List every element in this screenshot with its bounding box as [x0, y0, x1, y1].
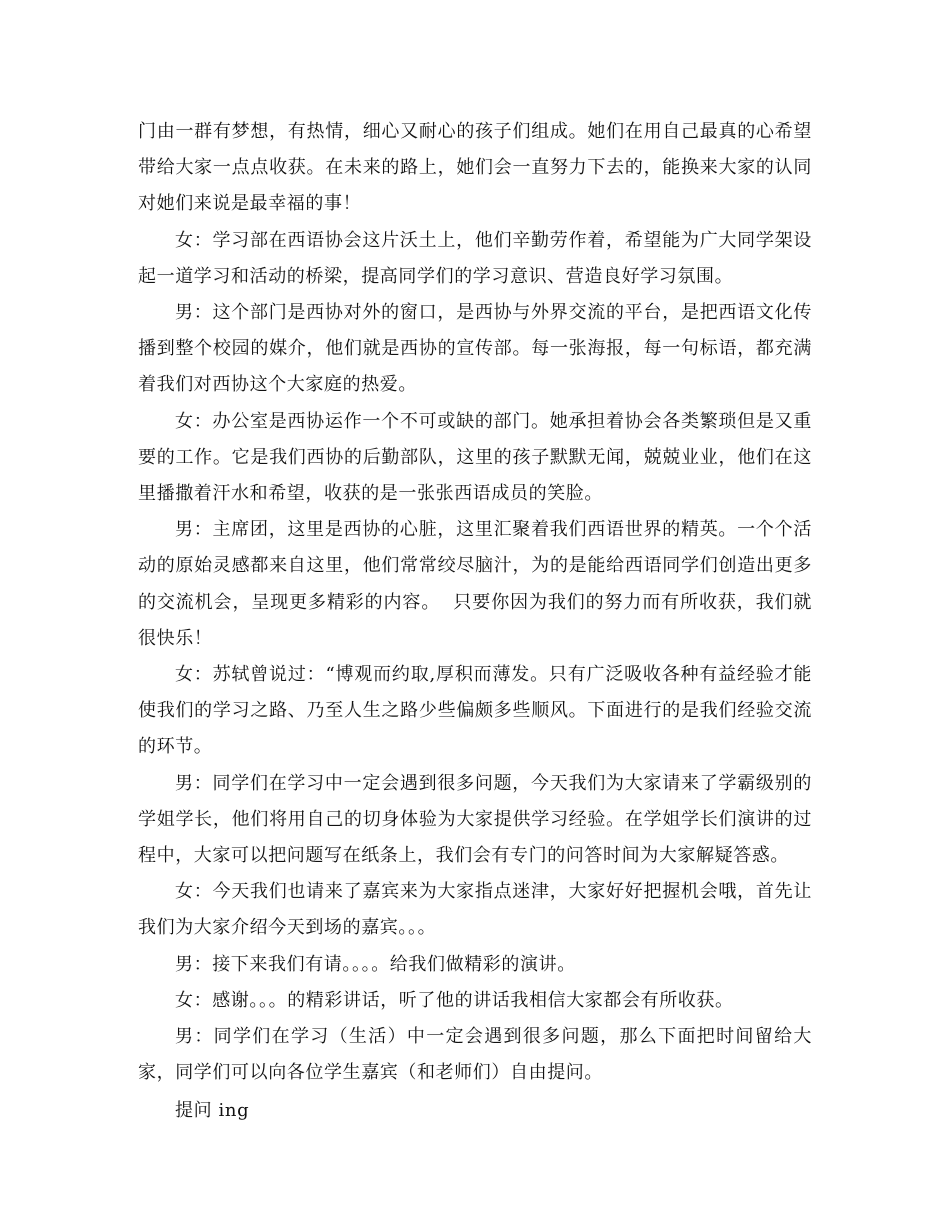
- paragraph-guest-intro: 女：今天我们也请来了嘉宾来为大家指点迷津，大家好好把握机会哦，首先让我们为大家介绍今天到场的嘉宾。。。: [138, 881, 812, 939]
- paragraph-presidium: 男：主席团，这里是西协的心脏，这里汇聚着我们西语世界的精英。一个个活动的原始灵感都来自这里，他们常常绞尽脑汁，为的是能给西语同学们创造出更多的交流机会，呈现更多精彩的内容。 只要你因为我们的努力而有所收获，我们就很快乐！: [138, 519, 812, 649]
- paragraph-publicity-department: 男：这个部门是西协对外的窗口，是西协与外界交流的平台，是把西语文化传播到整个校园的媒介，他们就是西协的宣传部。每一张海报，每一句标语，都充满着我们对西协这个大家庭的热爱。: [138, 302, 812, 396]
- paragraph-thanks: 女：感谢。。。的精彩讲话，听了他的讲话我相信大家都会有所收获。: [175, 989, 734, 1011]
- paragraph-experience-sharing: 男：同学们在学习中一定会遇到很多问题，今天我们为大家请来了学霸级别的学姐学长，他们将用自己的切身体验为大家提供学习经验。在学姐学长们演讲的过程中，大家可以把问题写在纸条上，我们会有专门的问答时间为大家解疑答惑。: [138, 772, 812, 867]
- paragraph-office: 女：办公室是西协运作一个不可或缺的部门。她承担着协会各类繁琐但是又重要的工作。它是我们西协的后勤部队，这里的孩子默默无闻，兢兢业业，他们在这里播撒着汗水和希望，收获的是一张张西语成员的笑脸。: [138, 410, 812, 505]
- paragraph-questions: 提问 ing: [175, 1100, 250, 1122]
- paragraph-continuation: 门由一群有梦想，有热情，细心又耐心的孩子们组成。她们在用自己最真的心希望带给大家一点点收获。在未来的路上，她们会一直努力下去的，能换来大家的认同对她们来说是最幸福的事！: [138, 121, 812, 215]
- paragraph-study-department: 女：学习部在西语协会这片沃土上，他们辛勤劳作着，希望能为广大同学架设起一道学习和活动的桥梁，提高同学们的学习意识、营造良好学习氛围。: [138, 229, 812, 287]
- paragraph-su-shi-quote: 女：苏轼曾说过：“博观而约取,厚积而薄发。只有广泛吸收各种有益经验才能使我们的学习之路、乃至人生之路少些偏颇多些顺风。下面进行的是我们经验交流的环节。: [138, 664, 812, 758]
- paragraph-speech-invite: 男：接下来我们有请。。。。给我们做精彩的演讲。: [175, 953, 576, 975]
- paragraph-qa-session: 男：同学们在学习（生活）中一定会遇到很多问题，那么下面把时间留给大家，同学们可以向各位学生嘉宾（和老师们）自由提问。: [138, 1026, 812, 1084]
